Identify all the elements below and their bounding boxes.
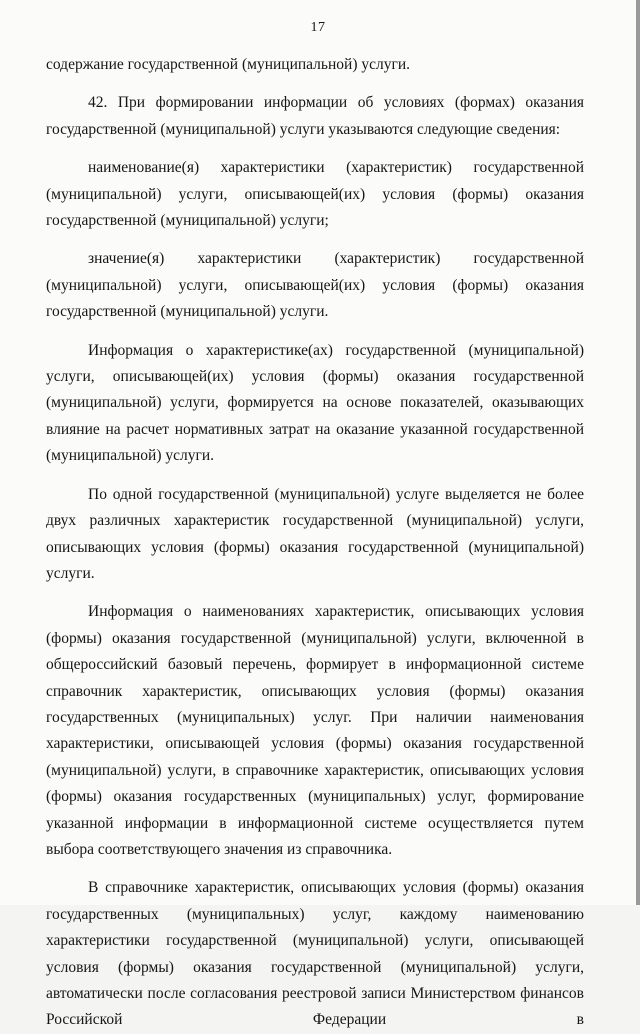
- paragraph-characteristic-info: Информация о характеристике(ах) государственной (муниципальной) услуги, описывающей(их) условия (формы) оказания государственной (муниципальной) услуги, формируется на основе показателей, оказывающих влияние на расчет нормативных затрат на оказание указанной государственной (муниципальной) услуги.: [46, 341, 584, 465]
- page-body: [46, 52, 584, 1034]
- paragraph-continuation: содержание государственной (муниципальной) услуги.: [46, 56, 411, 73]
- page-edge-shadow: [636, 0, 640, 905]
- paragraph-reference-book-registry: В справочнике характеристик, описывающих условия (формы) оказания государственных (муниципальных) услуг, каждому наименованию характеристики государственной (муниципальной) услуги, описывающей условия (формы) оказания государственной (муниципальной) услуги, автоматически после согласования реестровой записи Министерством финансов Российской Федерации в: [46, 879, 584, 1029]
- paragraph-name-of-characteristic: наименование(я) характеристики (характеристик) государственной (муниципальной) услуги, описывающей(их) условия (формы) оказания государственной (муниципальной) услуги;: [46, 159, 584, 230]
- paragraph-value-of-characteristic: значение(я) характеристики (характеристик) государственной (муниципальной) услуги, описывающей(их) условия (формы) оказания государственной (муниципальной) услуги.: [46, 250, 584, 321]
- paragraph-reference-book: Информация о наименованиях характеристик, описывающих условия (формы) оказания государственной (муниципальной) услуги, включенной в общероссийский базовый перечень, формирует в информационной системе справочник характеристик, описывающих условия (формы) оказания государственных (муниципальных) услуг. При наличии наименования характеристики, описывающей условия (формы) оказания государственной (муниципальной) услуги, в справочнике характеристик, описывающих условия (формы) оказания государственных (муниципальных) услуг, формирование указанной информации в информационной системе осуществляется путем выбора соответствующего значения из справочника.: [46, 603, 584, 858]
- page-number: 17: [310, 20, 326, 35]
- paragraph-item-42: 42. При формировании информации об условиях (формах) оказания государственной (муниципальной) услуги указываются следующие сведения:: [46, 94, 584, 138]
- paragraph-max-two-characteristics: По одной государственной (муниципальной) услуге выделяется не более двух различных характеристик государственной (муниципальной) услуги, описывающих условия (формы) оказания государственной (муниципальной) услуги.: [46, 485, 584, 582]
